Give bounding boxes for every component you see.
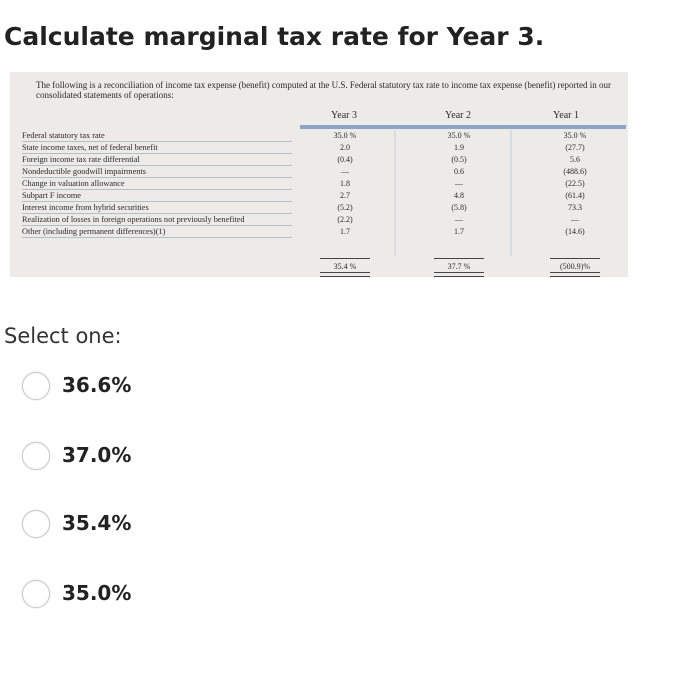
row-labels [22,130,292,238]
total-double-rule [434,272,484,277]
select-one-label: Select one: [4,324,122,348]
radio-button[interactable] [22,580,50,608]
document-intro: The following is a reconciliation of income tax expense (benefit) computed at the U.S. Federal statutory tax rate to income tax expense (benefit) reported in our consolidated statements of operations: [36,80,612,100]
row-label: Interest income from hybrid securities [22,202,292,214]
row-label: Change in valuation allowance [22,178,292,190]
table-cell: 1.7 [454,227,464,236]
total-double-rule [320,272,370,277]
answer-option[interactable] [22,370,322,404]
column-year-1 [534,130,616,238]
total-year-1: (500.9)% [560,262,590,271]
radio-button[interactable] [22,442,50,470]
row-label: Other (including permanent differences)(1) [22,226,292,238]
table-cell: (14.6) [565,227,585,236]
question-title: Calculate marginal tax rate for Year 3. [4,22,545,51]
table-cell: 5.6 [570,155,580,164]
answer-option[interactable] [22,578,322,612]
table-cell: (22.5) [565,179,585,188]
table-cell: — [455,215,463,224]
table-cell: — [341,167,349,176]
answer-option[interactable] [22,508,322,542]
total-year-2: 37.7 % [447,262,471,271]
table-cell: (5.2) [337,203,353,212]
column-header-year-2: Year 2 [445,110,471,121]
table-cell: 35.0 % [333,131,357,140]
radio-button[interactable] [22,372,50,400]
row-label: Subpart F income [22,190,292,202]
total-double-rule [550,272,600,277]
table-cell: (488.6) [563,167,587,176]
table-cell: (61.4) [565,191,585,200]
table-cell: (2.2) [337,215,353,224]
answer-option[interactable] [22,440,322,474]
reconciliation-document-image [10,72,628,277]
column-header-year-3: Year 3 [331,110,357,121]
column-divider [394,130,396,256]
table-cell: (27.7) [565,143,585,152]
table-cell: 35.0 % [447,131,471,140]
subtotal-rule [434,258,484,259]
total-year-3: 35.4 % [333,262,357,271]
table-cell: 2.0 [340,143,350,152]
row-label: Federal statutory tax rate [22,130,292,142]
table-cell: — [571,215,579,224]
answer-option-label[interactable]: 35.0% [62,581,132,605]
table-cell: (5.8) [451,203,467,212]
row-label: Nondeductible goodwill impairments [22,166,292,178]
table-cell: — [455,179,463,188]
table-cell: (0.5) [451,155,467,164]
table-cell: 0.6 [454,167,464,176]
column-divider [510,130,512,256]
table-cell: 1.8 [340,179,350,188]
table-cell: 35.0 % [563,131,587,140]
row-label: Foreign income tax rate differential [22,154,292,166]
subtotal-rule [320,258,370,259]
row-label: State income taxes, net of federal benefit [22,142,292,154]
column-year-3 [304,130,386,238]
answer-option-label[interactable]: 35.4% [62,511,132,535]
table-cell: 73.3 [568,203,582,212]
column-year-2 [418,130,500,238]
table-cell: 1.7 [340,227,350,236]
answer-option-label[interactable]: 36.6% [62,373,132,397]
answer-option-label[interactable]: 37.0% [62,443,132,467]
row-label: Realization of losses in foreign operations not previously benefited [22,214,292,226]
table-cell: 4.8 [454,191,464,200]
subtotal-rule [550,258,600,259]
column-header-year-1: Year 1 [553,110,579,121]
table-cell: (0.4) [337,155,353,164]
table-cell: 1.9 [454,143,464,152]
header-rule [300,125,626,129]
table-cell: 2.7 [340,191,350,200]
radio-button[interactable] [22,510,50,538]
